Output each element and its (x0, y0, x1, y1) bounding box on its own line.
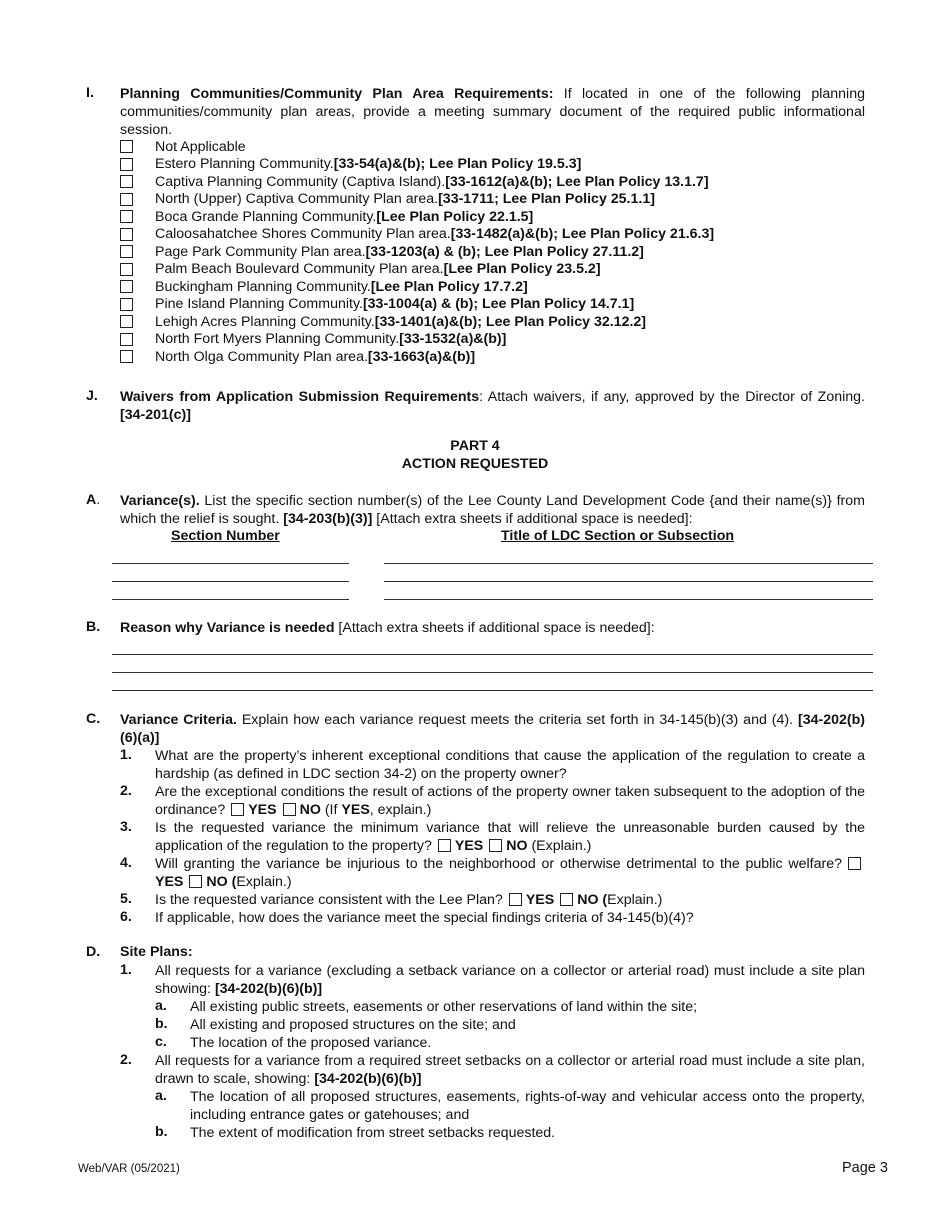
option-label: Buckingham Planning Community. (155, 278, 371, 295)
section-i-title: Planning Communities/Community Plan Area Requirements: (120, 86, 554, 102)
no-label: NO (206, 874, 228, 890)
criteria-number: 5. (120, 891, 132, 907)
reason-line[interactable] (112, 672, 873, 673)
yes-label: YES (155, 874, 184, 890)
ldc-title-line[interactable] (384, 581, 873, 582)
planning-community-option[interactable] (120, 173, 714, 191)
checkbox[interactable] (120, 263, 133, 276)
yes-checkbox[interactable] (848, 857, 861, 870)
criteria-number: 6. (120, 909, 132, 925)
criteria-number: 2. (120, 783, 132, 799)
no-checkbox[interactable] (189, 875, 202, 888)
option-reference: [33-1711; Lee Plan Policy 25.1.1] (438, 191, 655, 208)
option-label: Caloosahatchee Shores Community Plan area. (155, 226, 451, 243)
ldc-title-line[interactable] (384, 563, 873, 564)
checkbox[interactable] (120, 245, 133, 258)
criteria-text: Are the exceptional conditions the result of actions of the property owner taken subsequent to the adoption of the ordinance? (155, 784, 865, 818)
site-plan-ref: [34-202(b)(6)(b)] (314, 1071, 422, 1087)
item5-tail-a: ( (598, 892, 608, 908)
planning-community-option[interactable] (120, 156, 714, 174)
section-i-text: If located in one of the following planning communities/community plan areas, provide a meeting summary document of the required public informational session. (120, 86, 865, 138)
yes-checkbox[interactable] (231, 803, 244, 816)
reason-line[interactable] (112, 690, 873, 691)
part-title: ACTION REQUESTED (401, 456, 549, 472)
sub-text: All existing public streets, easements or other reservations of land within the site; (190, 999, 698, 1015)
criteria-item-4 (155, 855, 865, 891)
section-number-line[interactable] (112, 581, 349, 582)
section-j-ref: [34-201(c)] (120, 407, 191, 423)
sub-letter: c. (155, 1034, 167, 1050)
yes-label: YES (525, 892, 555, 908)
option-reference: [33-1203(a) & (b); Lee Plan Policy 27.11.2] (365, 243, 644, 260)
sub-letter: a. (155, 1088, 167, 1104)
sub-text: The location of the proposed variance. (190, 1035, 432, 1051)
footer-page-number: Page 3 (842, 1160, 888, 1176)
planning-community-option[interactable] (120, 138, 714, 156)
criteria-text: What are the property’s inherent exceptional conditions that cause the application of the regulation to create a hardship (as defined in LDC section 34-2) on the property owner? (155, 748, 865, 782)
yes-checkbox[interactable] (438, 839, 451, 852)
section-b-text: [Attach extra sheets if additional space is needed]: (334, 620, 655, 636)
planning-community-option[interactable] (120, 208, 714, 226)
no-label: NO (506, 838, 528, 854)
option-reference: [33-1663(a)&(b)] (367, 348, 476, 365)
planning-community-option[interactable] (120, 226, 714, 244)
sub-letter: b. (155, 1124, 168, 1140)
planning-community-checklist (120, 138, 714, 366)
criteria-text: Will granting the variance be injurious to the neighborhood or otherwise detrimental to the public welfare? (155, 856, 842, 872)
section-i-paragraph (120, 85, 865, 139)
reason-line[interactable] (112, 654, 873, 655)
item2-tail-a: (If (320, 802, 342, 818)
section-a-letter (86, 492, 100, 508)
section-c-title: Variance Criteria. (120, 712, 237, 728)
section-b-title: Reason why Variance is needed (120, 620, 335, 636)
section-i-letter: I. (86, 85, 94, 101)
planning-community-option[interactable] (120, 243, 714, 261)
option-reference: [33-54(a)&(b); Lee Plan Policy 19.5.3] (333, 156, 582, 173)
sub-text: The location of all proposed structures, easements, rights-of-way and vehicular access onto the property, including entrance gates or gatehouses; and (190, 1089, 865, 1123)
section-b-paragraph (120, 619, 865, 637)
no-checkbox[interactable] (283, 803, 296, 816)
option-label: Estero Planning Community. (155, 156, 334, 173)
criteria-text: If applicable, how does the variance meet the special findings criteria of 34-145(b)(4)? (155, 910, 694, 926)
checkbox[interactable] (120, 158, 133, 171)
sub-letter: a. (155, 998, 167, 1014)
section-c-ref: [34-202(b)(6)(a)] (120, 712, 865, 746)
criteria-text: Is the requested variance the minimum variance that will relieve the unreasonable burden caused by the application of the regulation to the property? (155, 820, 865, 854)
planning-community-option[interactable] (120, 296, 714, 314)
option-label: Palm Beach Boulevard Community Plan area. (155, 261, 444, 278)
checkbox[interactable] (120, 333, 133, 346)
site-plan-number: 2. (120, 1052, 132, 1068)
criteria-item-5 (155, 891, 865, 909)
section-a-text2: [Attach extra sheets if additional space is needed]: (372, 511, 693, 527)
item2-tail-c: , explain.) (369, 802, 432, 818)
no-label: NO (577, 892, 599, 908)
site-plan-text: All requests for a variance from a required street setbacks on a collector or arterial road must include a site plan, drawn to scale, showing: (155, 1053, 865, 1087)
option-label: North (Upper) Captiva Community Plan area. (155, 191, 439, 208)
option-reference: [33-1401(a)&(b); Lee Plan Policy 32.12.2] (374, 313, 647, 330)
planning-community-option[interactable] (120, 261, 714, 279)
planning-community-option[interactable] (120, 331, 714, 349)
section-d-title: Site Plans: (120, 944, 193, 960)
checkbox[interactable] (120, 298, 133, 311)
criteria-item-3 (155, 819, 865, 855)
sub-letter: b. (155, 1016, 168, 1032)
item4-tail-a: ( (227, 874, 237, 890)
site-plan-number: 1. (120, 962, 132, 978)
section-a-letter-text: A (86, 492, 97, 508)
yes-checkbox[interactable] (509, 893, 522, 906)
ldc-title-line[interactable] (384, 599, 873, 600)
section-number-header: Section Number (171, 528, 280, 544)
section-number-line[interactable] (112, 599, 349, 600)
yes-label: YES (454, 838, 484, 854)
option-reference: [33-1532(a)&(b)] (399, 331, 507, 348)
section-a-ref: [34-203(b)(3)] (283, 511, 373, 527)
section-c-paragraph (120, 711, 865, 747)
section-c-text: Explain how each variance request meets the criteria set forth in 34-145(b)(3) and (4). (236, 712, 798, 728)
section-j-title: Waivers from Application Submission Requirements (120, 389, 480, 405)
planning-community-option[interactable] (120, 313, 714, 331)
option-label: Not Applicable (155, 138, 246, 155)
planning-community-option[interactable] (120, 191, 714, 209)
option-reference: [Lee Plan Policy 22.1.5] (376, 208, 534, 225)
option-label: Page Park Community Plan area. (155, 243, 366, 260)
option-reference: [33-1004(a) & (b); Lee Plan Policy 14.7.1] (362, 296, 635, 313)
checkbox[interactable] (120, 140, 133, 153)
criteria-number: 3. (120, 819, 132, 835)
planning-community-option[interactable] (120, 278, 714, 296)
criteria-number: 1. (120, 747, 132, 763)
option-reference: [Lee Plan Policy 23.5.2] (443, 261, 601, 278)
site-plan-text: All requests for a variance (excluding a setback variance on a collector or arterial road) must include a site plan showing: (155, 963, 865, 997)
section-a-text1: List the specific section number(s) of the Lee County Land Development Code {and their name(s)} from which the relief is sought. (120, 493, 865, 527)
part-number: PART 4 (450, 438, 500, 454)
site-plan-ref: [34-202(b)(6)(b)] (214, 981, 323, 997)
criteria-number: 4. (120, 855, 132, 871)
section-j-text: : Attach waivers, if any, approved by the Director of Zoning. (479, 389, 865, 405)
checkbox[interactable] (120, 280, 133, 293)
planning-community-option[interactable] (120, 348, 714, 366)
ldc-title-header: Title of LDC Section or Subsection (501, 528, 735, 544)
sub-text: All existing and proposed structures on the site; and (190, 1017, 516, 1033)
option-label: Pine Island Planning Community. (155, 296, 363, 313)
yes-label: YES (248, 802, 277, 818)
option-label: North Olga Community Plan area. (155, 348, 368, 365)
checkbox[interactable] (120, 350, 133, 363)
item5-tail-b: Explain.) (607, 892, 663, 908)
checkbox[interactable] (120, 175, 133, 188)
section-d-letter: D. (86, 944, 101, 960)
site-plan-item-1 (155, 962, 865, 998)
option-label: Captiva Planning Community (Captiva Island). (155, 173, 446, 190)
checkbox[interactable] (120, 228, 133, 241)
section-a-letter-dot: . (96, 492, 101, 508)
section-a-title: Variance(s). (120, 493, 200, 509)
option-label: Lehigh Acres Planning Community. (155, 313, 375, 330)
section-b-letter: B. (86, 619, 101, 635)
footer-form-code: Web/VAR (05/2021) (78, 1163, 180, 1175)
no-checkbox[interactable] (489, 839, 502, 852)
section-j-letter: J. (86, 388, 98, 404)
sub-text: The extent of modification from street setbacks requested. (190, 1125, 556, 1141)
item4-tail-b: Explain.) (236, 874, 292, 890)
no-label: NO (299, 802, 321, 818)
section-a-paragraph (120, 492, 865, 528)
option-reference: [Lee Plan Policy 17.7.2] (370, 278, 528, 295)
option-label: Boca Grande Planning Community. (155, 208, 377, 225)
criteria-text: Is the requested variance consistent with the Lee Plan? (155, 892, 503, 908)
site-plan-item-2 (155, 1052, 865, 1088)
criteria-item-2 (155, 783, 865, 819)
option-reference: [33-1482(a)&(b); Lee Plan Policy 21.6.3] (450, 226, 715, 243)
option-label: North Fort Myers Planning Community. (155, 331, 400, 348)
explain-label: (Explain.) (527, 838, 592, 854)
no-checkbox[interactable] (560, 893, 573, 906)
section-j-paragraph (120, 388, 865, 424)
item2-tail-b: YES (341, 802, 370, 818)
option-reference: [33-1612(a)&(b); Lee Plan Policy 13.1.7] (445, 173, 709, 190)
checkbox[interactable] (120, 193, 133, 206)
section-number-line[interactable] (112, 563, 349, 564)
section-c-letter: C. (86, 711, 101, 727)
checkbox[interactable] (120, 315, 133, 328)
checkbox[interactable] (120, 210, 133, 223)
